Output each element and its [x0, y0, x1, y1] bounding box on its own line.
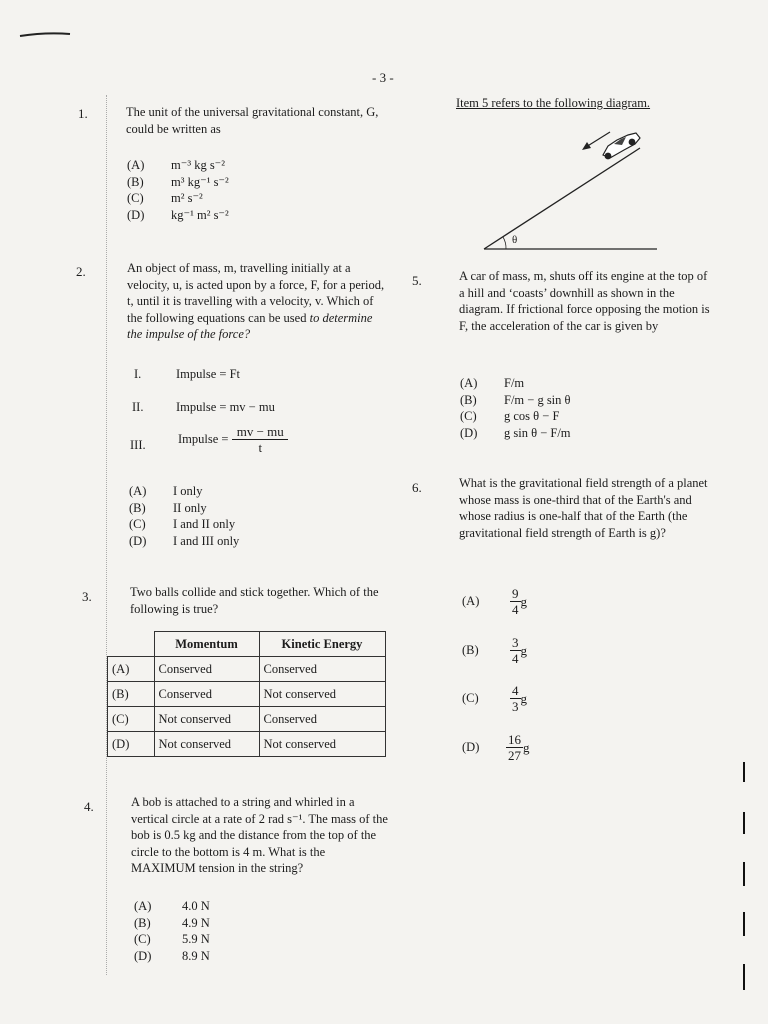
q4-options: [134, 898, 210, 964]
q5-option-b[interactable]: (B) F/m − g sin θ: [460, 392, 571, 407]
q6-option-a[interactable]: (A) $\frac{9}{4}$ g: [462, 586, 527, 617]
q3-table: [107, 631, 386, 757]
q4-option-d[interactable]: (D) 8.9 N: [134, 948, 210, 963]
motion-arrow-icon: [582, 132, 610, 150]
q2-option-d[interactable]: (D) I and III only: [129, 533, 240, 548]
q2-text-main: An object of mass, m, travelling initially at a velocity, u, is acted upon by a force, F, for a period, t, until it is travelling with a velocity, v. Which of the following equations can be used: [127, 261, 385, 325]
q1-options: [127, 157, 229, 223]
q2-statement-3-prefix: Impulse =: [178, 432, 229, 446]
item5-reference: Item 5 refers to the following diagram.: [456, 96, 651, 110]
q6-option-c[interactable]: (C) $\frac{4}{3}$ g: [462, 683, 527, 714]
q6-option-c-fraction: $\frac{4}{3}$: [512, 683, 519, 714]
q2-statement-2: Impulse = mv − mu: [176, 400, 275, 414]
scan-mark: [743, 912, 745, 936]
incline-slope: [484, 148, 640, 249]
q6-option-a-fraction: $\frac{9}{4}$: [512, 586, 519, 617]
q2-statement-2-label: II.: [132, 400, 144, 414]
q3-text: Two balls collide and stick together. Which of the following is true?: [130, 585, 379, 616]
q6-option-d-fraction: $\frac{16}{27}$: [508, 732, 521, 763]
table-row[interactable]: (D) Not conserved Not conserved: [108, 732, 386, 757]
q4-number: 4.: [84, 799, 94, 814]
q2-statement-1-label: I.: [134, 367, 142, 381]
scan-mark: [18, 26, 74, 40]
q6-number: 6.: [412, 480, 422, 495]
q6-option-b[interactable]: (B) $\frac{3}{4}$ g: [462, 635, 527, 666]
q2-text: [127, 260, 389, 343]
q1-text: The unit of the universal gravitational constant, G, could be written as: [126, 105, 379, 136]
q3-table-header: [108, 632, 386, 657]
q3-header-ke: Kinetic Energy: [259, 632, 385, 657]
q3-number: 3.: [82, 589, 92, 604]
q5-option-d[interactable]: (D) g sin θ − F/m: [460, 425, 571, 440]
q5-option-a[interactable]: (A) F/m: [460, 376, 525, 390]
margin-rule: [106, 95, 107, 975]
scan-mark: [743, 964, 745, 990]
q2-option-c[interactable]: (C) I and II only: [129, 517, 236, 531]
q6-option-b-fraction: $\frac{3}{4}$: [512, 635, 519, 666]
table-row[interactable]: (C) Not conserved Conserved: [108, 707, 386, 732]
table-row[interactable]: (A) Conserved Conserved: [108, 657, 386, 682]
q3-header-momentum: Momentum: [154, 632, 259, 657]
q6-text: What is the gravitational field strength of a planet whose mass is one-third that of the Earth's and whose radius is one-half that of the Earth (the gravitational field strength of Earth is g)?: [459, 476, 708, 540]
scan-mark: [743, 762, 745, 782]
q2-statement-3: [178, 424, 288, 455]
q2-number: 2.: [76, 264, 86, 279]
scan-mark: [743, 812, 745, 834]
q6-option-d[interactable]: (D) $\frac{16}{27}$ g: [462, 732, 530, 763]
table-row[interactable]: (B) Conserved Not conserved: [108, 682, 386, 707]
q5-number: 5.: [412, 273, 422, 288]
angle-label: θ: [512, 234, 518, 246]
q2-options: [129, 483, 239, 549]
q5-text: A car of mass, m, shuts off its engine at the top of a hill and ‘coasts’ downhill as shown in the diagram. If frictional force opposing the motion is F, the acceleration of the car is given by: [459, 269, 710, 333]
q4-option-c[interactable]: (C) 5.9 N: [134, 932, 210, 946]
q2-statement-3-fraction: $\frac{mv - mu}{t}$: [232, 424, 288, 455]
q5-option-c[interactable]: (C) g cos θ − F: [460, 409, 560, 423]
q2-text-italic: to determine the impulse of the force?: [127, 310, 373, 341]
q1-option-a[interactable]: (A) m⁻³ kg s⁻²: [127, 158, 226, 172]
page-number: - 3 -: [372, 70, 394, 85]
q1-option-b[interactable]: (B) m³ kg⁻¹ s⁻²: [127, 174, 229, 189]
q1-option-c[interactable]: (C) m² s⁻²: [127, 191, 203, 205]
car-icon: [603, 133, 640, 159]
q2-statement-1: Impulse = Ft: [176, 367, 240, 381]
q4-option-a[interactable]: (A) 4.0 N: [134, 899, 210, 913]
q1-number: 1.: [78, 106, 88, 121]
incline-diagram: [470, 120, 670, 260]
q2-statement-3-label: III.: [130, 438, 146, 452]
scan-mark: [743, 862, 745, 886]
q1-option-d[interactable]: (D) kg⁻¹ m² s⁻²: [127, 207, 229, 222]
q2-option-b[interactable]: (B) II only: [129, 500, 207, 515]
q4-text: A bob is attached to a string and whirled in a vertical circle at a rate of 2 rad s⁻¹. The mass of the bob is 0.5 kg and the distance from the top of the circle to the bottom is 4 m. What is the MAXIMUM tension in the string?: [131, 795, 388, 875]
angle-arc: [503, 237, 506, 249]
q5-options: [460, 375, 571, 441]
q4-option-b[interactable]: (B) 4.9 N: [134, 915, 210, 930]
q2-option-a[interactable]: (A) I only: [129, 484, 203, 498]
